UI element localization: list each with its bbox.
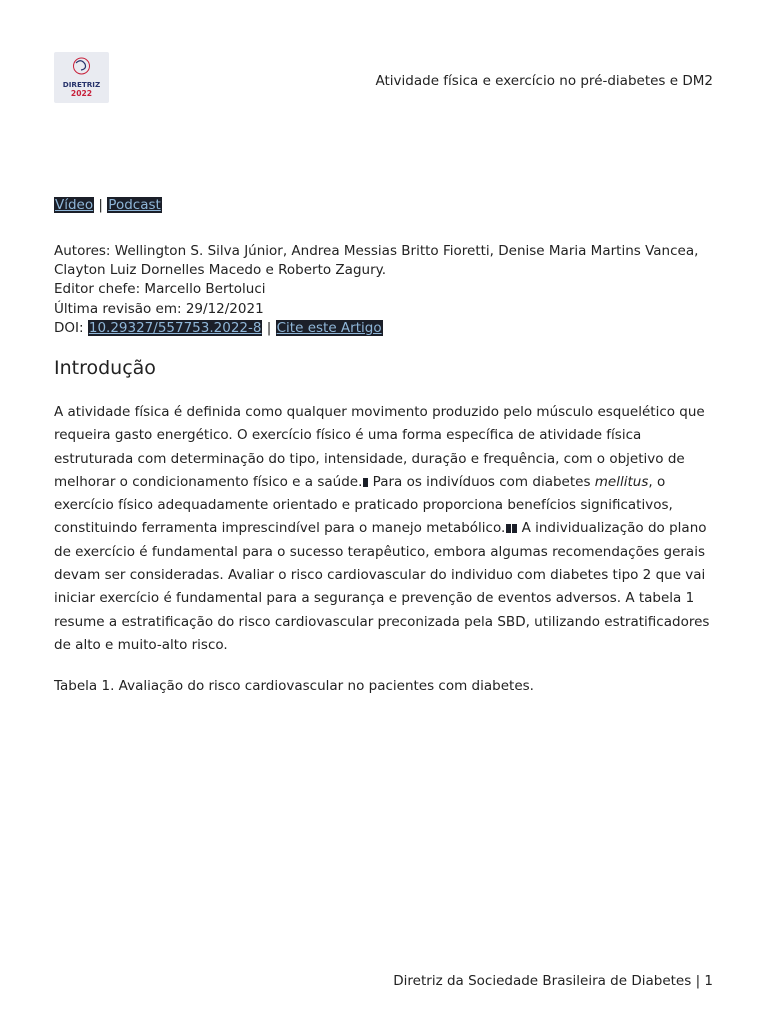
media-links xyxy=(54,196,162,215)
header-title: Atividade física e exercício no pré-diabetes e DM2 xyxy=(375,73,713,89)
intro-text-part2: Para os indivíduos com diabetes xyxy=(368,473,595,490)
logo-line2: 2022 xyxy=(70,89,93,98)
authors-text: Autores: Wellington S. Silva Júnior, Andrea Messias Britto Fioretti, Denise Maria Martins Vancea, Clayton Luiz Dornelles Macedo e Roberto Zagury. xyxy=(54,243,699,279)
intro-paragraph xyxy=(54,401,714,657)
reference-marker[interactable] xyxy=(506,524,517,533)
podcast-link[interactable]: Podcast xyxy=(108,197,161,213)
video-link[interactable]: Vídeo xyxy=(55,197,94,213)
doi-line xyxy=(54,319,714,338)
intro-text-part4: A individualização do plano de exercício é fundamental para o sucesso terapêutico, embora algumas recomendações gerais devam ser consideradas. Avaliar o risco cardiovascular do individuo com diabetes tipo 2 que vai iniciar exercício é fundamental para a segurança e prevenção de eventos adversos. A tabela 1 resume a estratificação do risco cardiovascular preconizada pela SBD, utilizando estratificadores de alto e muito-alto risco. xyxy=(54,520,710,653)
intro-text-part1: A atividade física é definida como qualquer movimento produzido pelo músculo esquelético que requeira gasto energético. O exercício físico é uma forma específica de atividade física estruturada com determinação do tipo, intensidade, duração e frequência, com o objetivo de melhorar o condicionamento físico e a saúde. xyxy=(54,404,705,490)
doi-separator: | xyxy=(266,319,272,336)
emblem-stroke xyxy=(76,61,86,70)
page-footer: Diretriz da Sociedade Brasileira de Diabetes | 1 xyxy=(393,973,713,989)
cite-article-link[interactable]: Cite este Artigo xyxy=(276,319,382,336)
logo-line1: DIRETRIZ xyxy=(62,80,101,89)
diretriz-2022-logo xyxy=(54,52,109,103)
intro-text-italic: mellitus xyxy=(594,473,649,490)
revision-date: Última revisão em: 29/12/2021 xyxy=(54,300,264,317)
section-title-introducao: Introdução xyxy=(54,357,156,379)
table-caption: Tabela 1. Avaliação do risco cardiovascular no pacientes com diabetes. xyxy=(54,678,534,694)
sbd-emblem-icon xyxy=(54,52,109,103)
doi-link[interactable]: 10.29327/557753.2022-8 xyxy=(88,319,262,336)
doi-label: DOI: xyxy=(54,319,84,336)
intro-text-part3: , o exercício físico adequadamente orientado e praticado proporciona benefícios significativos, constituindo ferramenta imprescindível para o manejo metabólico. xyxy=(54,473,673,537)
media-separator: | xyxy=(98,197,103,213)
article-meta xyxy=(54,242,714,338)
editor-text: Editor chefe: Marcello Bertoluci xyxy=(54,281,266,298)
